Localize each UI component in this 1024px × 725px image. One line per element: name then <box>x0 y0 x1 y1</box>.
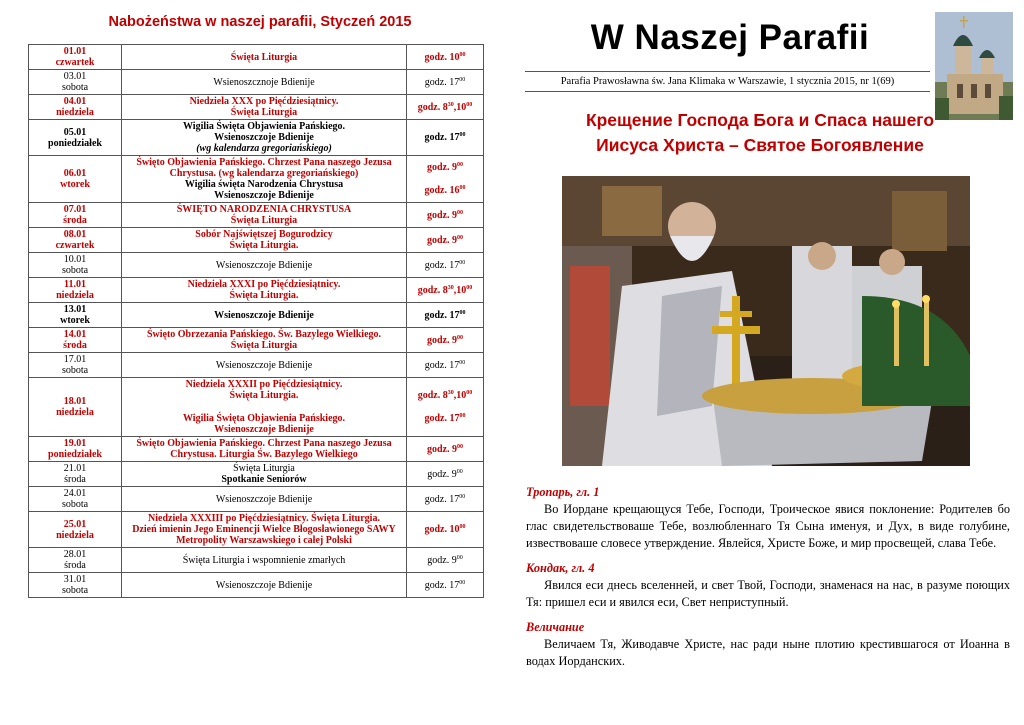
schedule-weekday: sobota <box>61 265 89 276</box>
schedule-row <box>29 278 484 303</box>
schedule-weekday: niedziela <box>56 529 94 541</box>
hymn-text: Величаем Тя, Живодавче Христе, нас ради ныне плотию крестившагося от Иоанна в водах Иорданских. <box>526 637 1010 668</box>
schedule-weekday: wtorek <box>60 179 90 190</box>
time-minutes: 00 <box>466 390 473 396</box>
schedule-day: 07.01 <box>63 204 87 215</box>
schedule-service <box>122 95 407 120</box>
time-text: godz. 16 <box>424 185 460 196</box>
schedule-row <box>29 487 484 512</box>
schedule-row <box>29 120 484 156</box>
schedule-row <box>29 303 484 328</box>
time-minutes: 00 <box>459 185 466 191</box>
schedule-time <box>407 487 484 512</box>
schedule-service <box>122 203 407 228</box>
schedule-service-line: Wsienoszczoje Bdienije <box>214 309 314 321</box>
schedule-service-line: Święto Objawienia Pańskiego. Chrzest Pana naszego Jezusa <box>136 157 392 168</box>
schedule-time <box>407 462 484 487</box>
schedule-service-line: Niedziela XXXII po Pięćdziesiątnicy. <box>185 379 343 390</box>
schedule-row <box>29 573 484 598</box>
schedule-row <box>29 328 484 353</box>
schedule-service-line: Święta Liturgia <box>233 463 295 474</box>
schedule-day: 24.01 <box>63 488 87 499</box>
time-text: godz. 8 <box>417 101 448 113</box>
schedule-service-line: Wigilia Święta Objawienia Pańskiego. <box>182 121 346 132</box>
schedule-time <box>407 228 484 253</box>
schedule-row <box>29 70 484 95</box>
time-minutes: 00 <box>459 76 466 83</box>
schedule-day: 18.01 <box>63 396 87 407</box>
time-minutes: 00 <box>459 413 466 419</box>
schedule-day: 11.01 <box>64 279 86 290</box>
time-minutes: 00 <box>457 234 463 241</box>
schedule-weekday: środa <box>63 215 87 226</box>
time-text: godz. 17 <box>424 132 460 143</box>
schedule-service <box>122 328 407 353</box>
schedule-service <box>122 253 407 278</box>
schedule-time <box>407 278 484 303</box>
schedule-row <box>29 253 484 278</box>
schedule-service-line: Wsienoszczoje Bdienije <box>214 424 314 435</box>
schedule-date <box>29 487 122 512</box>
schedule-time <box>407 95 484 120</box>
schedule-date <box>29 203 122 228</box>
time-text: ,10 <box>453 101 467 113</box>
schedule-row <box>29 353 484 378</box>
hymns-section <box>526 484 1010 670</box>
schedule-time <box>407 573 484 598</box>
hymn-heading: Кондак, гл. 4 <box>526 561 595 575</box>
time-minutes: 00 <box>459 579 466 586</box>
time-text: godz. 17 <box>424 259 460 271</box>
church-photo <box>935 12 1013 120</box>
schedule-time <box>407 156 484 203</box>
time-minutes: 00 <box>459 259 466 266</box>
schedule-row <box>29 512 484 548</box>
time-text: godz. 8 <box>417 390 448 401</box>
schedule-service-line: ŚWIĘTO NARODZENIA CHRYSTUSA <box>176 204 352 215</box>
time-text: godz. 8 <box>417 284 448 296</box>
time-text: godz. 17 <box>424 76 460 88</box>
schedule-weekday: środa <box>64 474 86 485</box>
hymn-text: Явился еси днесь вселенней, и свет Твой, Господи, знаменася на нас, в разуме поющих Тя: пришел еси и явился еси, Свет неприступный. <box>526 578 1010 609</box>
schedule-date <box>29 353 122 378</box>
schedule-date <box>29 328 122 353</box>
schedule-service <box>122 70 407 95</box>
schedule-day: 31.01 <box>63 574 87 585</box>
schedule-time <box>407 253 484 278</box>
hymn-text: Во Иордане крещающуся Тебе, Господи, Троическое явися поклонение: Родителев бо глас свидетельствоваше Тебе, возлюбленнаго Тя Сына именуя, и Дух, в виде голубине, извествоваше словесе утверждение. Явлейся, Христе Боже, и мир просвещей, слава Тебе. <box>526 502 1010 550</box>
schedule-service-line: Wsienoszcznoje Bdienije <box>213 76 315 88</box>
schedule-service <box>122 156 407 203</box>
schedule-day: 05.01 <box>63 126 87 138</box>
schedule-weekday: niedziela <box>56 290 94 301</box>
time-text: godz. 17 <box>424 309 460 321</box>
schedule-day: 21.01 <box>63 463 87 474</box>
schedule-date <box>29 573 122 598</box>
schedule-service-line: Święta Liturgia. <box>229 390 299 401</box>
time-minutes: 00 <box>466 284 473 291</box>
schedule-service-line: Metropolity Warszawskiego i całej Polski <box>176 535 352 546</box>
time-text: godz. 17 <box>424 493 460 505</box>
schedule-service <box>122 487 407 512</box>
time-minutes: 00 <box>459 359 466 366</box>
time-text: godz. 9 <box>427 443 457 455</box>
schedule-service-line: Wsienoszczoje Bdienije <box>214 190 314 201</box>
header-rule-bottom <box>525 91 930 92</box>
schedule-day: 03.01 <box>63 71 87 82</box>
feast-line-2: Иисуса Христа – Святое Богоявление <box>596 135 924 155</box>
hymn-heading: Тропарь, гл. 1 <box>526 485 600 499</box>
schedule-weekday: środa <box>64 560 86 571</box>
time-text: godz. 9 <box>427 209 457 221</box>
schedule-weekday: niedziela <box>56 107 94 118</box>
schedule-service <box>122 303 407 328</box>
schedule-service <box>122 573 407 598</box>
time-minutes: 30 <box>447 390 454 396</box>
schedule-time <box>407 120 484 156</box>
schedule-weekday: środa <box>63 340 87 351</box>
schedule-date <box>29 95 122 120</box>
time-minutes: 00 <box>457 334 463 341</box>
schedule-service-line: Wigilia święta Narodzenia Chrystusa <box>184 179 344 190</box>
schedule-time <box>407 70 484 95</box>
schedule-service-line: Chrystusa. (wg kalendarza gregoriańskiego) <box>169 168 359 179</box>
schedule-date <box>29 278 122 303</box>
schedule-service <box>122 120 407 156</box>
schedule-row <box>29 378 484 437</box>
schedule-service-line: Chrystusa. Liturgia Św. Bazylego Wielkiego <box>170 449 358 460</box>
schedule-time <box>407 328 484 353</box>
schedule-service <box>122 378 407 437</box>
schedule-row <box>29 95 484 120</box>
time-text: godz. 17 <box>424 413 460 424</box>
schedule-table <box>28 44 484 598</box>
schedule-service <box>122 462 407 487</box>
schedule-service-line: Niedziela XXXIII po Pięćdziesiątnicy. Święta Liturgia. <box>148 513 380 524</box>
schedule-weekday: niedziela <box>56 407 94 418</box>
time-minutes: 00 <box>466 101 473 108</box>
schedule-service-line: (wg kalendarza gregoriańskiego) <box>196 143 332 154</box>
schedule-date <box>29 303 122 328</box>
schedule-day: 01.01 <box>63 46 87 57</box>
time-minutes: 30 <box>447 101 454 108</box>
time-minutes: 00 <box>459 493 466 500</box>
schedule-row <box>29 462 484 487</box>
time-minutes: 00 <box>459 132 466 138</box>
newsletter-subtitle: Parafia Prawosławna św. Jana Klimaka w Warszawie, 1 stycznia 2015, nr 1(69) <box>560 76 895 87</box>
time-minutes: 30 <box>447 284 454 291</box>
time-text: godz. 9 <box>427 468 457 480</box>
schedule-date <box>29 45 122 70</box>
time-minutes: 00 <box>457 162 463 168</box>
schedule-service-line: Święta Liturgia <box>230 340 298 351</box>
schedule-time <box>407 437 484 462</box>
schedule-service-line: Spotkanie Seniorów <box>221 474 307 485</box>
schedule-date <box>29 156 122 203</box>
time-text: godz. 9 <box>427 162 457 173</box>
time-minutes: 00 <box>457 209 463 216</box>
time-text: godz. 10 <box>424 51 460 63</box>
schedule-service-line: Święto Obrzezania Pańskiego. Św. Bazylego Wielkiego. <box>146 329 382 340</box>
schedule-date <box>29 120 122 156</box>
schedule-day: 28.01 <box>63 549 87 560</box>
schedule-weekday: poniedziałek <box>48 449 102 460</box>
schedule-date <box>29 378 122 437</box>
time-text: godz. 9 <box>427 334 457 346</box>
schedule-service-line: Wsienoszczoje Bdienije <box>214 132 314 143</box>
schedule-service-line: Święta Liturgia. <box>229 240 299 251</box>
time-minutes: 00 <box>456 468 463 475</box>
time-text: godz. 9 <box>427 554 457 566</box>
schedule-service-line: Dzień imienin Jego Eminencji Wielce Błogosławionego SAWY <box>132 524 396 535</box>
schedule-row <box>29 156 484 203</box>
schedule-service-line: Wsienoszczoje Bdienije <box>215 493 313 505</box>
time-minutes: 00 <box>459 524 466 530</box>
schedule-service-line: Niedziela XXXI po Pięćdziesiątnicy. <box>187 279 341 290</box>
schedule-time <box>407 353 484 378</box>
schedule-day: 13.01 <box>63 304 87 315</box>
schedule-time <box>407 512 484 548</box>
schedule-weekday: sobota <box>61 82 89 93</box>
schedule-date <box>29 548 122 573</box>
schedule-service-line: Niedziela XXX po Pięćdziesiątnicy. <box>189 96 339 107</box>
schedule-date <box>29 228 122 253</box>
hymn-heading: Величание <box>526 620 585 634</box>
time-text: ,10 <box>453 284 467 296</box>
schedule-day: 17.01 <box>63 354 87 365</box>
schedule-service-line: Wsienoszczoje Bdienije <box>215 259 313 271</box>
schedule-row <box>29 228 484 253</box>
time-text: godz. 17 <box>424 579 460 591</box>
schedule-weekday: wtorek <box>60 315 90 326</box>
schedule-service-line: Święta Liturgia <box>230 215 298 226</box>
schedule-weekday: czwartek <box>55 57 95 68</box>
time-minutes: 00 <box>457 443 463 450</box>
schedule-day: 14.01 <box>63 329 87 340</box>
schedule-row <box>29 203 484 228</box>
schedule-day: 25.01 <box>63 518 87 530</box>
schedule-row <box>29 548 484 573</box>
schedule-time <box>407 378 484 437</box>
schedule-service <box>122 228 407 253</box>
schedule-date <box>29 70 122 95</box>
time-minutes: 00 <box>459 309 466 316</box>
schedule-date <box>29 437 122 462</box>
schedule-row <box>29 45 484 70</box>
schedule-row <box>29 437 484 462</box>
schedule-day: 10.01 <box>63 254 87 265</box>
schedule-service <box>122 437 407 462</box>
time-text: godz. 9 <box>427 234 457 246</box>
schedule-day: 08.01 <box>63 229 87 240</box>
time-text: godz. 17 <box>424 359 460 371</box>
schedule-date <box>29 512 122 548</box>
schedule-weekday: sobota <box>61 585 89 596</box>
schedule-service <box>122 45 407 70</box>
schedule-time <box>407 203 484 228</box>
schedule-day: 19.01 <box>63 438 87 449</box>
schedule-time <box>407 45 484 70</box>
schedule-weekday: sobota <box>61 499 89 510</box>
schedule-service-line: Święta Liturgia <box>230 51 298 63</box>
schedule-service <box>122 353 407 378</box>
schedule-service-line: Wsienoszczoje Bdienije <box>215 579 313 591</box>
feast-heading <box>520 108 1000 158</box>
schedule-weekday: czwartek <box>55 240 95 251</box>
schedule-service-line: Święta Liturgia. <box>229 290 299 301</box>
schedule-service-line: Sobór Najświętszej Bogurodzicy <box>195 229 333 240</box>
time-minutes: 00 <box>459 51 466 58</box>
schedule-weekday: poniedziałek <box>48 137 102 149</box>
schedule-service <box>122 512 407 548</box>
schedule-service-line: Święta Liturgia <box>230 107 298 118</box>
time-minutes: 00 <box>456 554 463 561</box>
schedule-day: 04.01 <box>63 96 87 107</box>
schedule-service <box>122 278 407 303</box>
schedule-date <box>29 462 122 487</box>
schedule-service-line: Wigilia Święta Objawienia Pańskiego. <box>182 413 346 424</box>
schedule-day: 06.01 <box>63 168 87 179</box>
schedule-service-line: Święta Liturgia i wspomnienie zmarłych <box>182 554 346 566</box>
time-text: godz. 10 <box>424 524 460 535</box>
newsletter-title: W Naszej Parafii <box>590 18 870 57</box>
schedule-service-line: Święto Objawienia Pańskiego. Chrzest Pana naszego Jezusa <box>136 438 392 449</box>
schedule-time <box>407 303 484 328</box>
schedule-title: Nabożeństwa w naszej parafii, Styczeń 2015 <box>108 14 412 30</box>
schedule-date <box>29 253 122 278</box>
theophany-photo <box>562 176 970 466</box>
time-text: ,10 <box>453 390 467 401</box>
header-rule-top <box>525 71 930 72</box>
schedule-weekday: sobota <box>61 365 89 376</box>
schedule-service-line: Wsienoszczoje Bdienije <box>215 359 313 371</box>
schedule-time <box>407 548 484 573</box>
schedule-service <box>122 548 407 573</box>
feast-line-1: Крещение Господа Бога и Спаса нашего <box>585 110 935 130</box>
